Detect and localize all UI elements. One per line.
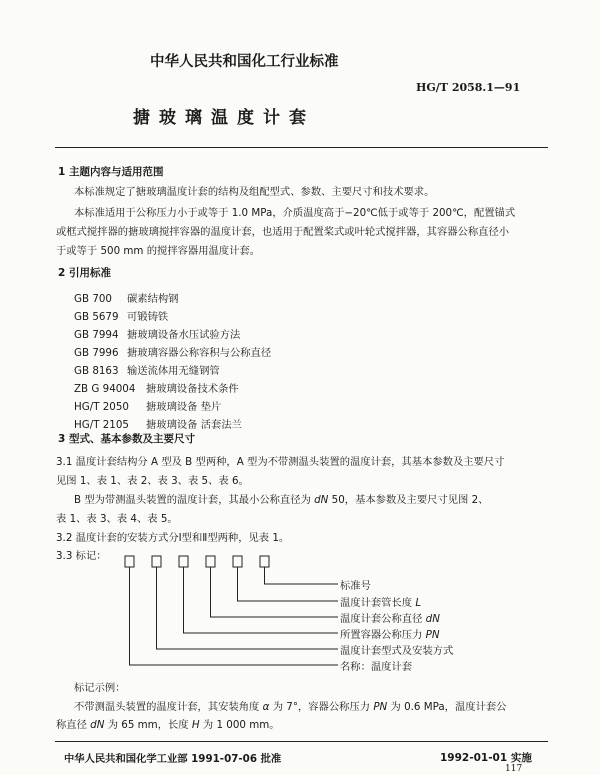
box-3 <box>179 556 188 567</box>
reference-title: 可锻铸铁 <box>127 311 169 323</box>
section-1-para-2-line-2: 或框式搅拌器的搪玻璃搅拌容器的温度计套，也适用于配置桨式或叶轮式搅拌器，其容器公称直径小 <box>56 226 510 238</box>
reference-title: 搪玻璃设备水压试验方法 <box>127 329 241 341</box>
reference-code: GB 7994 <box>74 329 119 341</box>
section-1-para-2-line-3: 于或等于 500 mm 的搅拌容器用温度计套。 <box>56 245 260 257</box>
leader-name <box>130 567 339 665</box>
clause-3-1-line-1: 3.1 温度计套结构分 A 型及 B 型两种，A 型为不带测温头装置的温度计套，其基本参数及主要尺寸 <box>56 456 505 468</box>
leader-standard-no <box>265 567 339 584</box>
reference-code: GB 7996 <box>74 347 119 359</box>
designation-label: 标准号 <box>340 580 371 592</box>
box-4 <box>206 556 215 567</box>
designation-label: 所置容器公称压力 PN <box>340 629 440 641</box>
section-2-heading: 2 引用标准 <box>58 267 111 279</box>
reference-code: HG/T 2105 <box>74 419 129 431</box>
designation-label: 温度计套公称直径 dN <box>340 613 440 625</box>
designation-label: 名称：温度计套 <box>340 661 413 673</box>
reference-code: HG/T 2050 <box>74 401 129 413</box>
section-1-para-1: 本标准规定了搪玻璃温度计套的结构及组配型式、参数、主要尺寸和技术要求。 <box>74 186 435 198</box>
clause-3-1-line-2: 见图 1、表 1、表 2、表 3、表 5、表 6。 <box>56 475 249 487</box>
reference-title: 搪玻璃容器公称容积与公称直径 <box>127 347 272 359</box>
clause-3-1-type-b-line-2: 表 1、表 3、表 4、表 5。 <box>56 513 178 525</box>
box-1 <box>125 556 134 567</box>
effective-date: 1992-01-01 实施 <box>440 752 532 764</box>
footer-rule <box>55 741 548 742</box>
box-6 <box>260 556 269 567</box>
approval-note: 中华人民共和国化学工业部 1991-07-06 批准 <box>64 753 282 765</box>
box-5 <box>233 556 242 567</box>
clause-3-3: 3.3 标记： <box>56 550 107 562</box>
leader-diameter <box>211 567 339 617</box>
example-heading: 标记示例： <box>74 682 126 694</box>
reference-code: GB 5679 <box>74 311 119 323</box>
designation-label: 温度计套管长度 L <box>340 597 422 609</box>
standard-number: HG/T 2058.1—91 <box>416 81 521 94</box>
reference-code: GB 700 <box>74 293 112 305</box>
reference-title: 搪玻璃设备 活套法兰 <box>146 419 242 431</box>
example-line-2: 称直径 dN 为 65 mm，长度 H 为 1 000 mm。 <box>56 719 280 731</box>
section-1-heading: 1 主题内容与适用范围 <box>58 166 164 178</box>
clause-3-1-type-b-line-1: B 型为带测温头装置的温度计套，其最小公称直径为 dN 50，基本参数及主要尺寸见图 2、 <box>74 494 489 506</box>
reference-title: 搪玻璃设备 垫片 <box>146 401 222 413</box>
box-2 <box>152 556 161 567</box>
org-title: 中华人民共和国化工行业标准 <box>150 54 339 70</box>
section-3-heading: 3 型式、基本参数及主要尺寸 <box>58 433 195 445</box>
reference-code: ZB G 94004 <box>74 383 136 395</box>
reference-title: 输送流体用无缝钢管 <box>127 365 220 377</box>
reference-code: GB 8163 <box>74 365 119 377</box>
clause-3-2: 3.2 温度计套的安装方式分Ⅰ型和Ⅱ型两种，见表 1。 <box>56 532 290 544</box>
example-line-1: 不带测温头装置的温度计套，其安装角度 α 为 7°，容器公称压力 PN 为 0.6 MPa，温度计套公 <box>74 701 507 713</box>
document-title: 搪玻璃温度计套 <box>133 108 315 128</box>
reference-title: 搪玻璃设备技术条件 <box>146 383 239 395</box>
reference-title: 碳素结构钢 <box>127 293 179 305</box>
designation-label: 温度计套型式及安装方式 <box>340 645 454 657</box>
section-1-para-2-line-1: 本标准适用于公称压力小于或等于 1.0 MPa，介质温度高于−20℃低于或等于 200℃，配置锚式 <box>74 207 516 219</box>
page-number: 117 <box>505 764 523 774</box>
leader-pressure <box>184 567 339 633</box>
